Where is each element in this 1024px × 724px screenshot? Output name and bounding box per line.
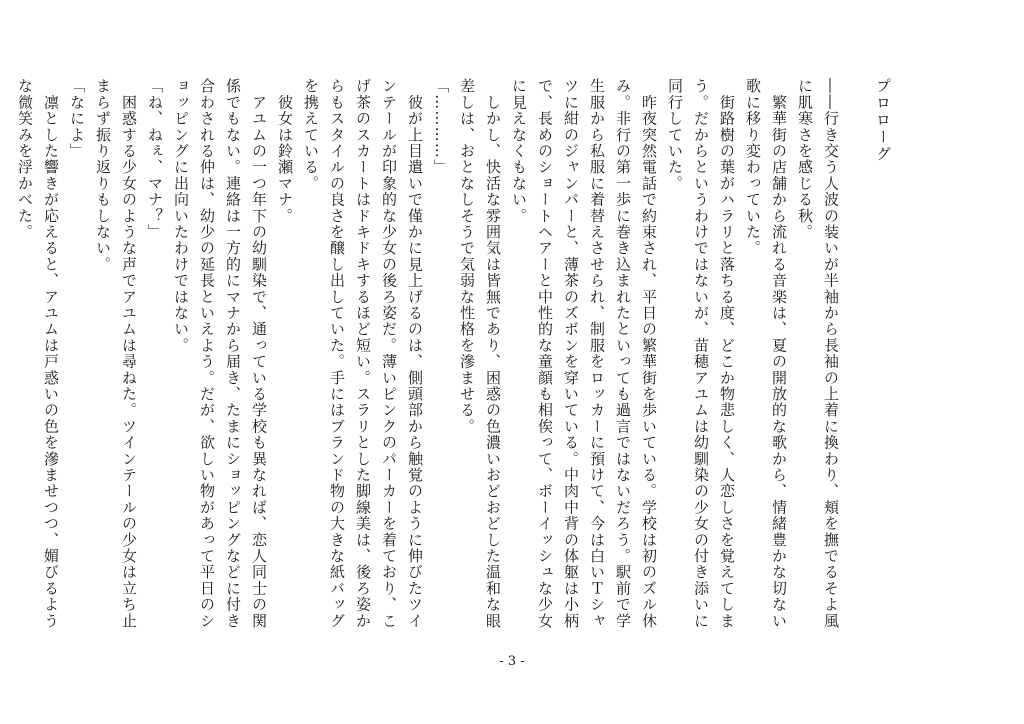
vertical-text-body	[12, 78, 896, 638]
paragraph: 彼女は鈴瀬マナ。	[276, 78, 294, 224]
paragraph: 昨夜突然電話で約束され、平日の繁華街を歩いている。学校は初のズル休み。非行の第一歩に巻き込まれたといっても過言ではないだろう。駅前で学生服から私服に着替えさせられ、制服をロッカーに預けて、今は白いＴシャツに紺のジャンパーと、薄茶のズボンを穿いている。中肉中背の体躯は小柄で、長めのショートヘアーと中性的な童顔も相俟って、ボーイッシュな少女に見えなくもない。	[510, 78, 658, 629]
paragraph: 凛とした響きが応えると、アユムは戸惑いの色を滲ませつつ、媚びるような微笑みを浮かべた。	[16, 78, 60, 629]
paragraph: アユムの一つ年下の幼馴染で、通っている学校も異なれば、恋人同士の関係でもない。連絡は一方的にマナから届き、たまにショッピングなどに付き合わされる仲は、幼少の延長といえよう。だが、欲しい物があって平日のショッピングに出向いたわけではない。	[172, 78, 268, 629]
dialogue-line: 「なによ」	[68, 78, 86, 159]
paragraph: 街路樹の葉がハラリと落ちる度、どこか物悲しく、人恋しさを覚えてしまう。だからというわけではないが、苗穂アユムは幼馴染の少女の付き添いに同行していた。	[666, 78, 736, 629]
dialogue-line: 「…………」	[432, 78, 450, 176]
dialogue-line: 「ね、ねぇ、マナ？」	[146, 78, 164, 240]
paragraph: ――行き交う人波の装いが半袖から長袖の上着に換わり、頬を撫でるそよ風に肌寒さを感じる秋。	[796, 78, 840, 629]
paragraph: 困惑する少女のような声でアユムは尋ねた。ツインテールの少女は立ち止まらず振り返りもしない。	[94, 78, 138, 629]
chapter-title: プロローグ	[874, 78, 892, 163]
paragraph: 繁華街の店舗から流れる音楽は、夏の開放的な歌から、情緒豊かな切ない歌に移り変わっていた。	[744, 78, 788, 629]
paragraph: しかし、快活な雰囲気は皆無であり、困惑の色濃いおどおどした温和な眼差しは、おとなしそうで気弱な性格を滲ませる。	[458, 78, 502, 629]
page-number: - 3 -	[499, 654, 525, 669]
paragraph: 彼が上目遣いで僅かに見上げるのは、側頭部から触覚のように伸びたツインテールが印象的な少女の後ろ姿だ。薄いピンクのパーカーを着ており、こげ茶のスカートはドキドキするほど短い。スラリとした脚線美は、後ろ姿からもスタイルの良さを醸し出していた。手にはブランド物の大きな紙バッグを携えている。	[302, 78, 424, 629]
